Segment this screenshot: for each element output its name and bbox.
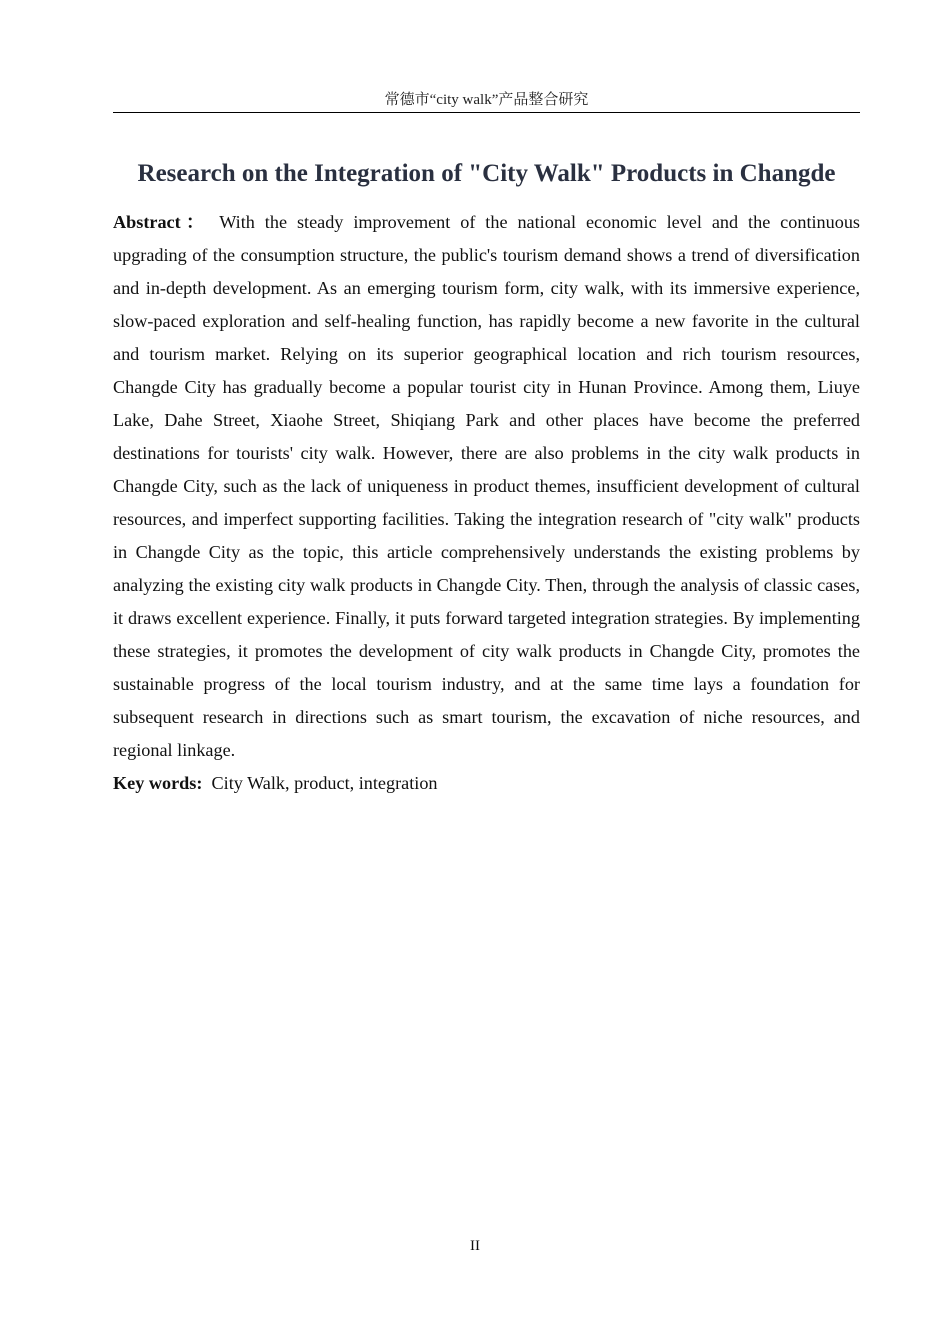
page-number: II xyxy=(470,1238,480,1254)
header-rule xyxy=(113,112,860,113)
abstract-paragraph xyxy=(113,206,860,767)
running-header: 常德市“city walk”产品整合研究 xyxy=(384,92,589,108)
abstract-text: With the steady improvement of the national economic level and the continuous upgrading of the consumption structure, the public's tourism demand shows a trend of diversification and in-depth development. As an emerging tourism form, city walk, with its immersive experience, slow-paced exploration and self-healing function, has rapidly become a new favorite in the cultural and tourism market. Relying on its superior geographical location and rich tourism resources, Changde City has gradually become a popular tourist city in Hunan Province. Among them, Liuye Lake, Dahe Street, Xiaohe Street, Shiqiang Park and other places have become the preferred destinations for tourists' city walk. However, there are also problems in the city walk products in Changde City, such as the lack of uniqueness in product themes, insufficient development of cultural resources, and imperfect supporting facilities. Taking the integration research of "city walk" products in Changde City as the topic, this article comprehensively understands the existing problems by analyzing the existing city walk products in Changde City. Then, through the analysis of classic cases, it draws excellent experience. Finally, it puts forward targeted integration strategies. By implementing these strategies, it promotes the development of city walk products in Changde City, promotes the sustainable progress of the local tourism industry, and at the same time lays a foundation for subsequent research in directions such as smart tourism, the excavation of niche resources, and regional linkage. xyxy=(113,212,861,760)
keywords-text: City Walk, product, integration xyxy=(211,773,438,793)
keywords-line xyxy=(113,767,860,800)
document-title: Research on the Integration of "City Walk" Products in Changde xyxy=(137,160,836,187)
keywords-label: Key words: xyxy=(113,773,203,793)
abstract-label: Abstract： xyxy=(113,212,210,232)
